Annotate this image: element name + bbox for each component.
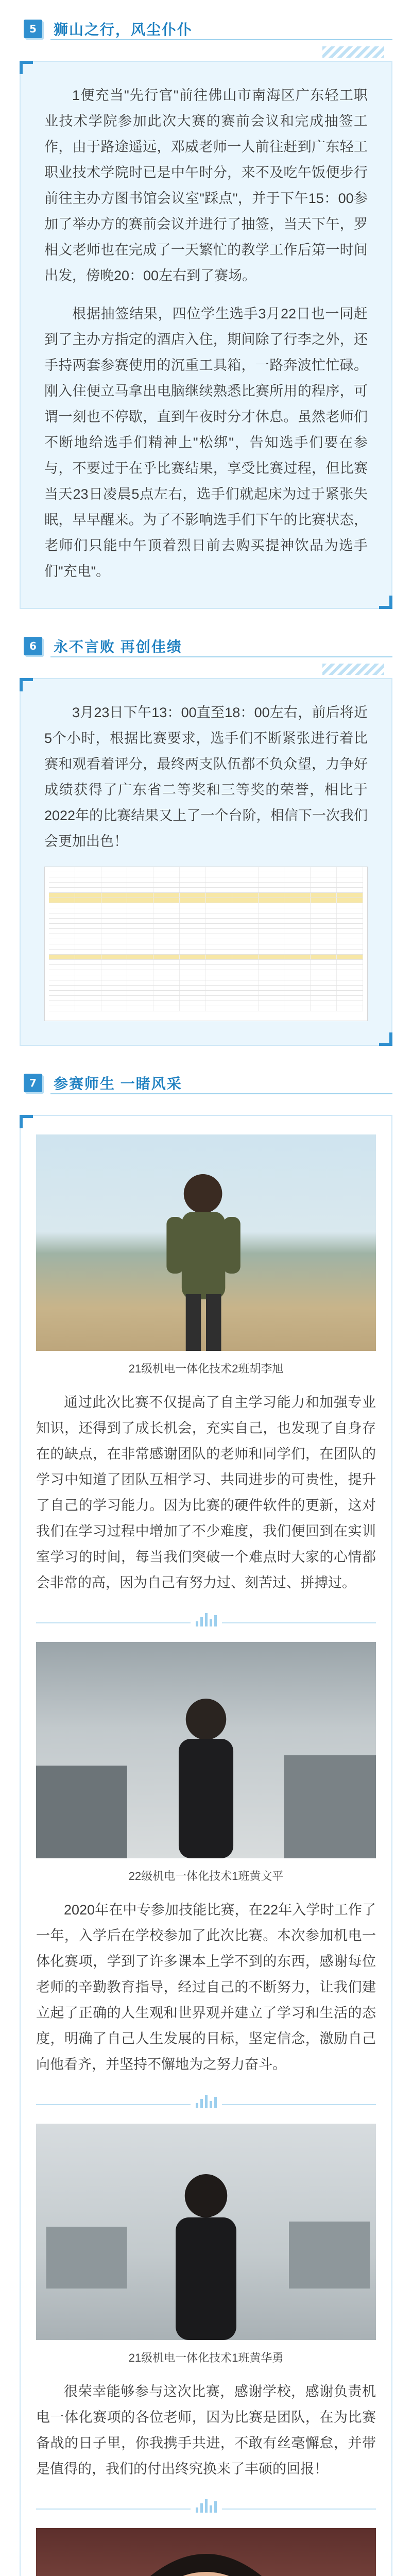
- corner-decoration: [20, 61, 33, 74]
- student-figure-icon: [36, 2124, 376, 2340]
- table-row: [49, 877, 363, 883]
- corner-decoration: [379, 1032, 392, 1046]
- corner-decoration: [20, 1115, 33, 1128]
- student-figure-icon: [36, 2528, 376, 2576]
- paragraph: 通过此次比赛不仅提高了自主学习能力和加强专业知识，还得到了成长机会，充实自己，也发现了自身存在的缺点，在非常感谢团队的老师和同学们，在团队的学习中知道了团队互相学习、共同进步的可贵性，提升了自己的学习能力。因为比赛的硬件软件的更新，这对我们在学习过程中增加了不少难度，我们便回到在实训室学习的时间，每当我们突破一个难点时大家的心情都会非常的高，因为自己有努力过、刻苦过、拼搏过。: [36, 1395, 376, 1590]
- corner-decoration: [20, 678, 33, 691]
- section-7-header: [20, 1066, 392, 1099]
- section-5-card: [20, 61, 392, 609]
- table-row: [49, 903, 363, 908]
- section-6-header: [20, 630, 392, 663]
- section-7: [20, 1066, 392, 2576]
- table-row: [49, 980, 363, 986]
- header-underline: [50, 656, 392, 657]
- section-number-badge: 5: [24, 20, 42, 38]
- table-row: [49, 867, 363, 872]
- header-underline: [50, 39, 392, 40]
- decorative-divider: [36, 2494, 376, 2515]
- decorative-divider: [36, 2090, 376, 2110]
- paragraph: 1便充当"先行官"前往佛山市南海区广东轻工职业技术学院参加此次大赛的赛前会议和完成抽签工作，由于路途遥远，邓威老师一人前往赶到广东轻工职业技术学院时已是中午时分，来不及吃午饭便步行前往主办方图书馆会议室"踩点"，并于下午15：00参加了举办方的赛前会议并进行了抽签，当天下午，罗相文老师也在完成了一天繁忙的教学工作后第一时间出发，傍晚20：00左右到了赛场。: [44, 88, 368, 283]
- section-5-header: [20, 12, 392, 45]
- table-row: [49, 986, 363, 991]
- paragraph: 很荣幸能够参与这次比赛，感谢学校，感谢负责机电一体化赛项的各位老师，因为比赛是团队，在为比赛备战的日子里，你我携手共进，不敢有丝毫懈怠，并带是值得的，我们的付出终究换来了丰硕的回报！: [36, 2384, 376, 2477]
- table-row: [49, 934, 363, 939]
- table-row: [49, 970, 363, 975]
- decorative-divider: [36, 1608, 376, 1629]
- table-row: [49, 883, 363, 888]
- student-figure-icon: [36, 1134, 376, 1351]
- table-row: [49, 913, 363, 919]
- section-7-card: [20, 1115, 392, 2576]
- table-row: [49, 888, 363, 893]
- table-row: [49, 955, 363, 960]
- paragraph: 3月23日下午13：00直至18：00左右，前后将近5个小时，根据比赛要求，选手们不断紧张进行着比赛和观看着评分，最终两支队伍都不负众望，力争好成绩获得了广东省二等奖和三等奖的荣誉，相比于2022年的比赛结果又上了一个台阶，相信下一次我们会更加出色！: [44, 705, 368, 849]
- student-photo-2: [36, 1642, 376, 1858]
- decorative-stripe: [322, 664, 384, 675]
- table-row: [49, 898, 363, 903]
- table-row: [49, 975, 363, 980]
- section-title: 参赛师生 一睹风采: [54, 1076, 182, 1092]
- paragraph: 根据抽签结果，四位学生选手3月22日也一同赶到了主办方指定的酒店入住，期间除了行李之外，还手持两套参赛使用的沉重工具箱，一路奔波忙忙碌。刚入住便立马拿出电脑继续熟悉比赛所用的程序，可谓一刻也不停歇，直到午夜时分才休息。虽然老师们不断地给选手们精神上"松绑"，告知选手们要在参与，不要过于在乎比赛结果，享受比赛过程，但比赛当天23日凌晨5点左右，选手们就起床为过于紧张失眠，早早醒来。为了不影响选手们下午的比赛状态，老师们只能中午顶着烈日前去购买提神饮品为选手们"充电"。: [44, 306, 368, 579]
- results-table-image: [44, 867, 368, 1021]
- corner-decoration: [379, 596, 392, 609]
- table-row: [49, 1006, 363, 1011]
- table-row: [49, 960, 363, 965]
- student-photo-1: [36, 1134, 376, 1351]
- header-underline: [50, 1093, 392, 1094]
- table-row: [49, 1001, 363, 1006]
- section-6-card: [20, 678, 392, 1046]
- table-row: [49, 939, 363, 944]
- table-row: [49, 950, 363, 955]
- student-photo-3: [36, 2124, 376, 2340]
- table-row: [49, 872, 363, 877]
- section-5: [20, 12, 392, 609]
- section-number-badge: 7: [24, 1074, 42, 1092]
- table-row: [49, 924, 363, 929]
- table-row: [49, 893, 363, 898]
- table-row: [49, 991, 363, 996]
- photo-caption: 22级机电一体化技术1班黄文平: [128, 1870, 284, 1883]
- table-row: [49, 944, 363, 950]
- decorative-stripe: [322, 46, 384, 58]
- table-row: [49, 996, 363, 1001]
- table-row: [49, 908, 363, 913]
- section-title: 永不言败 再创佳绩: [54, 639, 182, 655]
- table-row: [49, 929, 363, 934]
- photo-caption: 21级机电一体化技术2班胡李旭: [128, 1362, 284, 1375]
- student-figure-icon: [36, 1642, 376, 1858]
- section-6: [20, 630, 392, 1046]
- photo-caption: 21级机电一体化技术1班黄华勇: [128, 2351, 284, 2364]
- section-title: 狮山之行，风尘仆仆: [54, 22, 193, 38]
- table-row: [49, 919, 363, 924]
- table-row: [49, 965, 363, 970]
- student-photo-4: [36, 2528, 376, 2576]
- paragraph: 2020年在中专参加技能比赛，在22年入学时工作了一年，入学后在学校参加了此次比赛。本次参加机电一体化赛项，学到了许多课本上学不到的东西，感谢每位老师的辛勤教育指导，经过自己的不断努力，让我们建立起了正确的人生观和世界观并建立了学习和生活的态度，明确了自己人生发展的目标，坚定信念，激励自己向他看齐，并坚持不懈地为之努力奋斗。: [36, 1902, 376, 2072]
- section-number-badge: 6: [24, 637, 42, 655]
